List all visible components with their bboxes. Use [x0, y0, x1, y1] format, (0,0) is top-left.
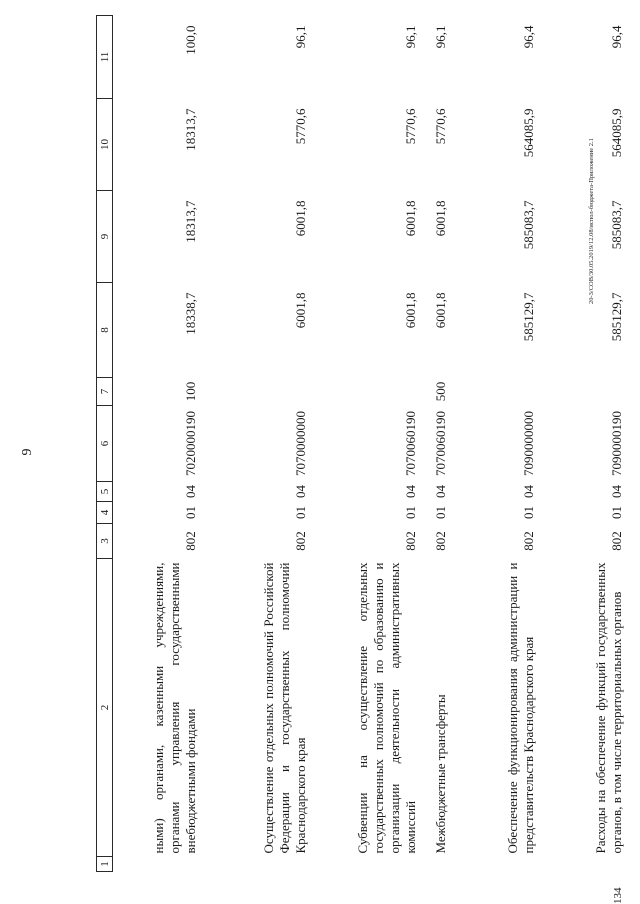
cell-subsection: 04	[432, 485, 448, 498]
cell-col-8: 6001,8	[402, 292, 418, 329]
header-col-6: 6	[97, 406, 113, 482]
table-header-row	[97, 16, 113, 872]
cell-col-9: 585083,7	[520, 200, 536, 250]
cell-subsection: 04	[520, 485, 536, 498]
cell-col-8: 585129,7	[608, 292, 624, 342]
budget-table	[96, 15, 627, 872]
footer-reference: 20-3/СОВ/30.05.2019/12.08/испол-бюджета-Приложение 2.1	[588, 138, 595, 304]
cell-admin-code: 802	[292, 531, 308, 551]
cell-target-article: 7090000190	[608, 411, 624, 476]
cell-section: 01	[520, 506, 536, 519]
table-row	[451, 16, 539, 872]
row-index-cell	[451, 857, 539, 872]
cell-section: 01	[432, 506, 448, 519]
cell-expense-type	[539, 378, 627, 406]
cell-expense-type	[451, 378, 539, 406]
cell-col-8: 18338,7	[182, 292, 198, 335]
header-col-9: 9	[97, 191, 113, 283]
table-row	[311, 16, 421, 872]
header-col-8: 8	[97, 283, 113, 378]
corner-number: 134	[612, 887, 624, 904]
cell-col-10: 564085,9	[608, 108, 624, 158]
header-col-10: 10	[97, 99, 113, 191]
table-row	[539, 16, 627, 872]
table-row	[201, 16, 311, 872]
header-col-3: 3	[97, 524, 113, 559]
cell-col-10: 5770,6	[402, 108, 418, 145]
cell-subsection: 04	[402, 485, 418, 498]
cell-col-11: 96,1	[432, 25, 448, 49]
row-name: Межбюджетные трансферты	[432, 694, 448, 854]
table-row	[421, 16, 451, 872]
cell-target-article: 7020000190	[182, 411, 198, 476]
row-index-cell	[539, 857, 627, 872]
cell-admin-code: 802	[520, 531, 536, 551]
cell-col-11: 100,0	[182, 25, 198, 55]
cell-admin-code: 802	[182, 531, 198, 551]
table-row	[113, 16, 201, 872]
cell-expense-type	[201, 378, 311, 406]
cell-col-8: 6001,8	[432, 292, 448, 329]
header-col-2: 2	[97, 559, 113, 857]
cell-target-article: 7070000000	[292, 411, 308, 476]
cell-subsection: 04	[182, 485, 198, 498]
cell-col-11: 96,4	[520, 25, 536, 49]
header-col-11: 11	[97, 16, 113, 99]
cell-section: 01	[182, 506, 198, 519]
cell-section: 01	[292, 506, 308, 519]
header-col-5: 5	[97, 482, 113, 502]
cell-admin-code: 802	[608, 531, 624, 551]
row-index-cell	[421, 857, 451, 872]
cell-subsection: 04	[608, 485, 624, 498]
cell-col-9: 6001,8	[402, 200, 418, 237]
row-name: Обеспечение функционирования администрации и представительств Краснодарского края	[504, 562, 536, 854]
row-name: ными) органами, казенными учреждениями, органами управления государственными внебюджетными фондами	[150, 562, 198, 854]
cell-col-10: 564085,9	[520, 108, 536, 158]
cell-expense-type: 500	[432, 381, 448, 402]
row-index-cell	[113, 857, 201, 872]
row-name: Субвенции на осуществление отдельных государственных полномочий по образованию и организации деятельности административных комиссий	[354, 562, 418, 854]
header-col-4: 4	[97, 502, 113, 524]
cell-subsection: 04	[292, 485, 308, 498]
cell-col-11: 96,1	[292, 25, 308, 49]
cell-section: 01	[608, 506, 624, 519]
cell-target-article: 7070060190	[402, 411, 418, 476]
cell-col-9: 585083,7	[608, 200, 624, 250]
cell-col-9: 6001,8	[432, 200, 448, 237]
cell-expense-type	[311, 378, 421, 406]
header-col-7: 7	[97, 378, 113, 406]
cell-col-11: 96,4	[608, 25, 624, 49]
cell-col-9: 6001,8	[292, 200, 308, 237]
cell-col-10: 5770,6	[292, 108, 308, 145]
cell-target-article: 7070060190	[432, 411, 448, 476]
cell-col-11: 96,1	[402, 25, 418, 49]
row-name: Осуществление отдельных полномочий Российской Федерации и государственных полномочий Краснодарского края	[260, 562, 308, 854]
cell-section: 01	[402, 506, 418, 519]
cell-col-10: 5770,6	[432, 108, 448, 145]
row-index-cell	[201, 857, 311, 872]
cell-col-10: 18313,7	[182, 108, 198, 151]
page-number: 9	[20, 448, 35, 456]
cell-expense-type: 100	[182, 381, 198, 402]
cell-col-8: 585129,7	[520, 292, 536, 342]
cell-admin-code: 802	[402, 531, 418, 551]
row-name: Расходы на обеспечение функций государственных органов, в том числе территориальных органов	[592, 562, 624, 854]
cell-col-9: 18313,7	[182, 200, 198, 243]
header-col-1: 1	[97, 857, 113, 872]
cell-col-8: 6001,8	[292, 292, 308, 329]
row-index-cell	[311, 857, 421, 872]
cell-target-article: 7090000000	[520, 411, 536, 476]
cell-admin-code: 802	[432, 531, 448, 551]
